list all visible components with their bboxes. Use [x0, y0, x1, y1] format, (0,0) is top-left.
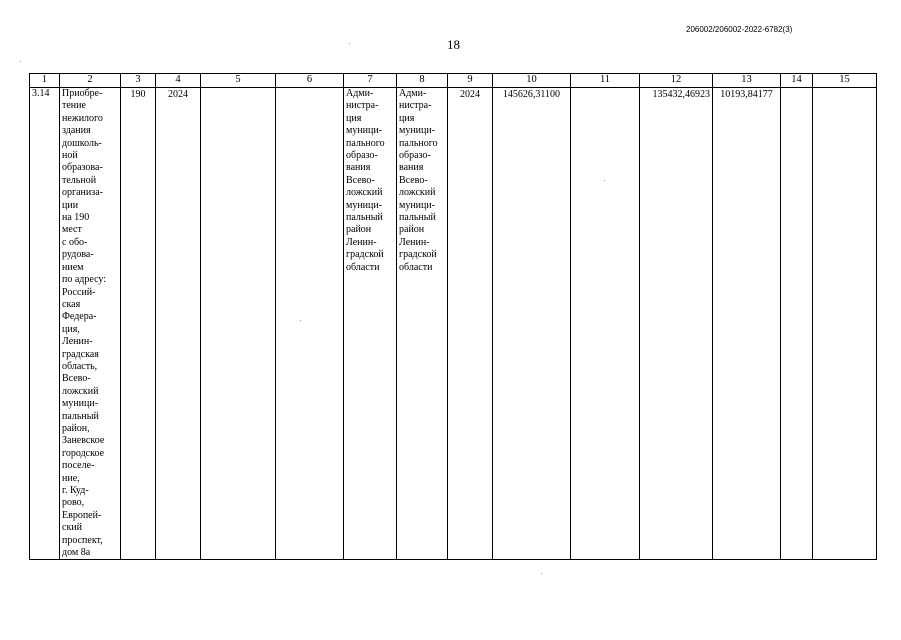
table-header-row	[30, 74, 877, 88]
column-header: 3	[121, 74, 156, 88]
column-header: 5	[201, 74, 276, 88]
column-header: 7	[344, 74, 397, 88]
empty-cell	[201, 88, 276, 560]
capacity-cell: 190	[121, 88, 156, 560]
empty-cell	[276, 88, 344, 560]
column-header: 12	[640, 74, 713, 88]
column-header: 2	[60, 74, 121, 88]
column-header: 11	[571, 74, 640, 88]
column-header: 6	[276, 74, 344, 88]
column-header: 15	[813, 74, 877, 88]
column-header: 1	[30, 74, 60, 88]
customer-cell: Адми- нистра- ция муници- пального образо- вания Всево- ложский муници- пальный район Ленин- градской области	[344, 88, 397, 560]
column-header: 4	[156, 74, 201, 88]
table-row	[30, 88, 877, 560]
year-cell: 2024	[156, 88, 201, 560]
row-number-cell: 3.14	[30, 88, 60, 560]
developer-cell: Адми- нистра- ция муници- пального образо- вания Всево- ложский муници- пальный район Ленин- градской области	[397, 88, 448, 560]
data-table	[29, 73, 877, 560]
empty-cell	[781, 88, 813, 560]
total-cost-cell: 145626,31100	[493, 88, 571, 560]
scan-dot	[541, 573, 542, 574]
column-header: 10	[493, 74, 571, 88]
empty-cell	[571, 88, 640, 560]
empty-cell	[813, 88, 877, 560]
column-header: 9	[448, 74, 493, 88]
column-header: 14	[781, 74, 813, 88]
scan-dot	[349, 43, 350, 44]
scan-dot	[20, 61, 21, 62]
object-description-cell: Приобре- тение нежилого здания дошколь- ной образова- тельной организа- ции на 190 мест с обо- рудова- нием по адресу: Россий- ская Федера- ция, Ленин- градская область, Всево- ложский муници- пальный район, Заневское городское поселе- ние, г. Куд- рово, Европей- ский проспект, дом 8а	[60, 88, 121, 560]
page-number: 18	[447, 37, 460, 52]
document-registration-number: 206002/206002-2022-6782(3)	[686, 25, 793, 34]
completion-year-cell: 2024	[448, 88, 493, 560]
column-header: 13	[713, 74, 781, 88]
amount-cell: 135432,46923	[640, 88, 713, 560]
column-header: 8	[397, 74, 448, 88]
amount-cell: 10193,84177	[713, 88, 781, 560]
